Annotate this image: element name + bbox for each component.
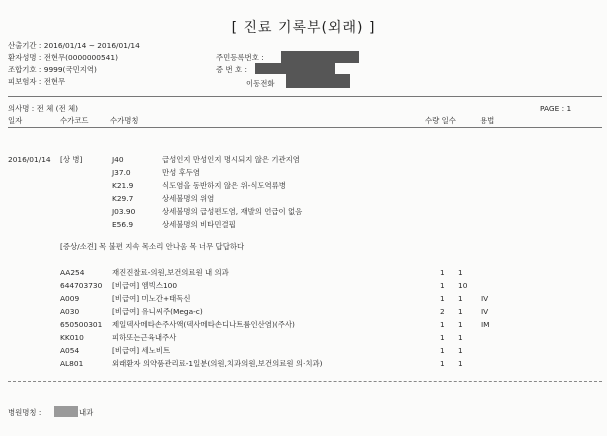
rx-code: A009 [60, 294, 80, 303]
rx-qty: 1 [440, 268, 445, 277]
divider-bottom [8, 381, 602, 382]
rx-qty: 1 [440, 294, 445, 303]
rx-days: 1 [458, 333, 463, 342]
cert-label: 증 번 호 : [216, 65, 247, 74]
prescription-row [0, 346, 607, 357]
diagnosis-code: J03.90 [112, 207, 136, 216]
rx-qty: 1 [440, 359, 445, 368]
rx-code: AL801 [60, 359, 84, 368]
rx-name: 피하또는근육내주사 [112, 333, 177, 342]
rx-name: [비급여] 엠빅스100 [112, 281, 178, 290]
diagnosis-row [0, 220, 607, 231]
rx-qty: 1 [440, 333, 445, 342]
diagnosis-code: K29.7 [112, 194, 134, 203]
rx-days: 1 [458, 294, 463, 303]
rx-name: 외래환자 의약품관리료-1일분(의원,치과의원,보건의료원 의·치과) [112, 359, 323, 368]
hospital-label: 병원명칭 : [8, 408, 42, 417]
insured-line: 피보험자 : 전현무 [8, 77, 66, 86]
period-line: 산출기간 : 2016/01/14 ~ 2016/01/14 [8, 41, 140, 50]
diagnosis-row [0, 168, 607, 179]
col-code: 수가코드 [60, 116, 89, 125]
col-usage: 용법 [480, 116, 495, 125]
rx-days: 1 [458, 320, 463, 329]
rx-qty: 1 [440, 281, 445, 290]
rx-name: 재진진찰료-의원,보건의료원 내 의과 [112, 268, 229, 277]
rx-code: A030 [60, 307, 80, 316]
doctor-line: 의사명 : 전 체 (전 체) [8, 104, 78, 113]
rx-days: 1 [458, 346, 463, 355]
diagnosis-row [0, 181, 607, 192]
diagnosis-row [0, 194, 607, 205]
rx-days: 1 [458, 268, 463, 277]
patient-line: 환자성명 : 전현무(0000000541) [8, 53, 118, 62]
diagnosis-code: E56.9 [112, 220, 134, 229]
redacted-address [286, 74, 350, 88]
rx-usage: IM [481, 320, 490, 329]
page-number: PAGE : 1 [540, 104, 572, 113]
redacted-hospital-name [54, 406, 78, 417]
divider-header [8, 127, 602, 128]
rx-usage: IV [481, 307, 489, 316]
diagnosis-row [0, 207, 607, 218]
prescription-row [0, 359, 607, 370]
prescription-row [0, 333, 607, 344]
diagnosis-name: 식도염을 동반하지 않은 위-식도역류병 [162, 181, 286, 190]
diagnosis-name: 상세불명의 급성편도염, 재발의 언급이 없음 [162, 207, 303, 216]
diagnosis-name: 만성 후두염 [162, 168, 201, 177]
redacted-cert-no [255, 63, 335, 74]
symptom-note: [증상/소견] 목 불편 지속 목소리 안나옴 목 너무 답답하다 [60, 242, 245, 251]
rx-code: 650500301 [60, 320, 103, 329]
divider-top [8, 96, 602, 97]
rx-code: 644703730 [60, 281, 103, 290]
col-date: 일자 [8, 116, 23, 125]
visit-date: 2016/01/14 [8, 155, 51, 164]
diagnosis-name: 상세불명의 비타민결핍 [162, 220, 236, 229]
prescription-row [0, 320, 607, 331]
assoc-line: 조합기호 : 9999(국민지역) [8, 65, 97, 74]
prescription-row [0, 268, 607, 279]
rx-qty: 2 [440, 307, 445, 316]
rx-days: 1 [458, 359, 463, 368]
rx-days: 10 [458, 281, 468, 290]
rx-qty: 1 [440, 320, 445, 329]
diagnosis-code: J37.0 [112, 168, 131, 177]
prescription-row [0, 281, 607, 292]
col-name: 수가명칭 [110, 116, 139, 125]
rx-code: KK010 [60, 333, 84, 342]
rx-code: A054 [60, 346, 80, 355]
redacted-rrn [281, 51, 359, 63]
prescription-row [0, 294, 607, 305]
rx-qty: 1 [440, 346, 445, 355]
phone-label: 이동전화 [246, 79, 275, 88]
rx-days: 1 [458, 307, 463, 316]
diagnosis-code: K21.9 [112, 181, 134, 190]
rrn-label: 주민등록번호 : [216, 53, 264, 62]
col-qty-days: 수량 일수 [425, 116, 456, 125]
diagnosis-code: J40 [112, 155, 124, 164]
rx-name: [비급여] 세노비트 [112, 346, 171, 355]
rx-name: [비급여] 유니씨주(Mega-c) [112, 307, 203, 316]
document-title: [ 진료 기록부(외래) ] [231, 20, 376, 36]
prescription-row [0, 307, 607, 318]
rx-usage: IV [481, 294, 489, 303]
diagnosis-name: 상세불명의 위염 [162, 194, 215, 203]
diagnosis-row [0, 155, 607, 166]
diagnosis-name: 급성인지 만성인지 명시되지 않은 기관지염 [162, 155, 300, 164]
rx-name: [비급여] 미노간+태독신 [112, 294, 191, 303]
visit-type: [상 병] [60, 155, 83, 164]
rx-name: 제일덱사메타손주사액(덱사메타손디나트륨인산염)(주사) [112, 320, 295, 329]
hospital-suffix: 내과 [79, 408, 94, 417]
rx-code: AA254 [60, 268, 85, 277]
